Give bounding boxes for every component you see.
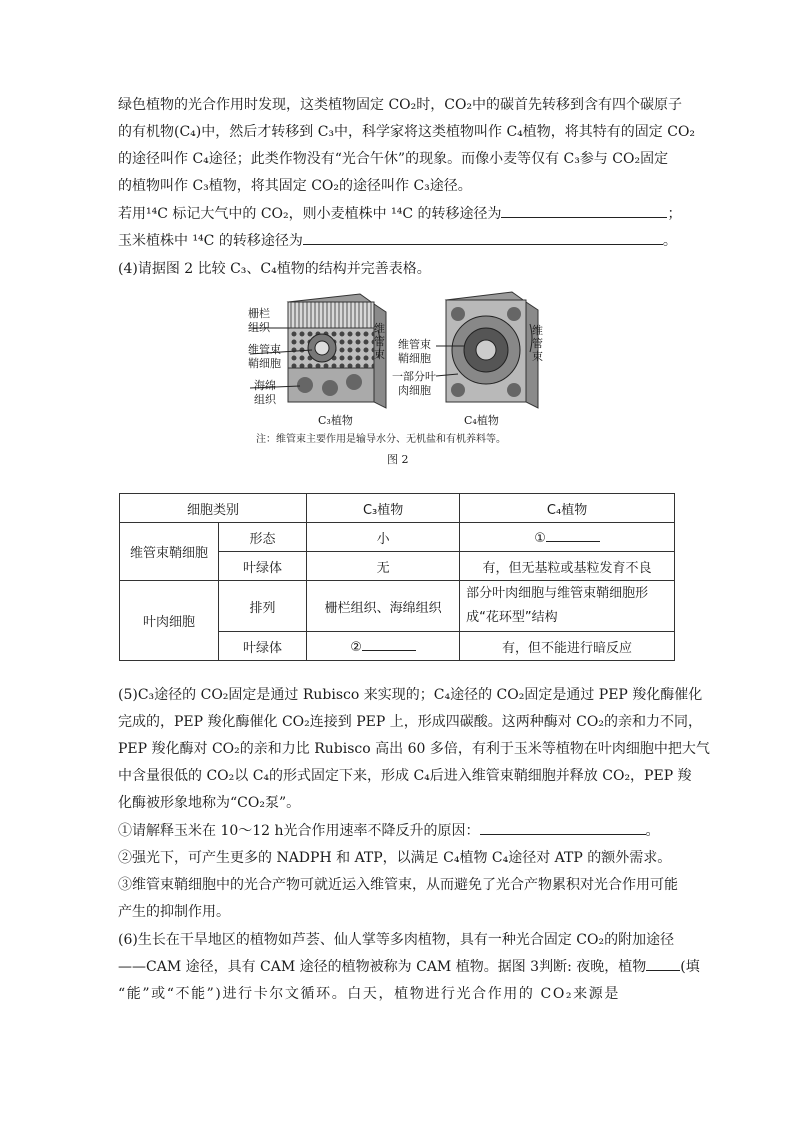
figure-note: 注：维管束主要作用是输导水分、无机盐和有机养料等。 <box>256 434 506 445</box>
label-c4-vb-3: 束 <box>532 350 543 363</box>
table-header-row <box>120 494 675 523</box>
table-cell: 有，但无基粒或基粒发育不良 <box>460 552 675 581</box>
header-cell: 细胞类别 <box>120 494 307 523</box>
label-c4-sheath: 维管束 <box>398 338 431 351</box>
punct: ； <box>667 206 682 222</box>
answer-blank-wheat[interactable] <box>501 203 667 218</box>
text-line: (5)C₃途径的 CO₂固定是通过 Rubisco 来实现的；C₄途径的 CO₂固定是通过 PEP 羧化酶催化 <box>118 687 703 703</box>
prompt: ①请解释玉米在 10～12 h光合作用速率不降反升的原因： <box>118 823 480 839</box>
cell-line: 成“花环型”结构 <box>466 610 558 625</box>
table-row <box>120 523 675 552</box>
table-cell: 栅栏组织、海绵组织 <box>307 581 460 632</box>
label-palisade-2: 组织 <box>248 321 270 334</box>
label-c3-vb-3: 束 <box>374 348 385 361</box>
label-c4-vb-2: 管 <box>532 337 543 350</box>
figure-title: 图 2 <box>387 453 409 466</box>
answer-blank-corn[interactable] <box>303 230 663 245</box>
text-line: ③维管束鞘细胞中的光合产物可就近运入维管束，从而避免了光合产物累积对光合作用可能 <box>118 877 678 893</box>
table-cell: 叶绿体 <box>219 632 307 661</box>
text-line: 的有机物(C₄)中，然后才转移到 C₃中，科学家将这类植物叫作 C₄植物，将其特有的固定 CO₂ <box>118 124 696 140</box>
table-cell: 小 <box>307 523 460 552</box>
text-line: (6)生长在干旱地区的植物如芦荟、仙人掌等多肉植物，具有一种光合固定 CO₂的附加途径 <box>118 932 675 948</box>
c4-plant-title: C₄植物 <box>464 414 499 427</box>
text-line: 产生的抑制作用。 <box>118 904 230 920</box>
answer-blank-1[interactable] <box>546 528 600 542</box>
text-line: ②强光下，可产生更多的 NADPH 和 ATP，以满足 C₄植物 C₄途径对 ATP 的额外需求。 <box>118 850 672 866</box>
table-row <box>120 581 675 632</box>
punct: 。 <box>662 233 677 249</box>
label-c3-sheath-2: 鞘细胞 <box>248 357 281 370</box>
sub-question-1 <box>118 820 660 842</box>
label-c4-vb-1: 维 <box>532 324 543 337</box>
label-palisade: 栅栏 <box>248 307 270 320</box>
text-line: 的途径叫作 C₄途径；此类作物没有“光合午休”的现象。而像小麦等仅有 C₃参与 CO₂固定 <box>118 151 669 167</box>
c3-plant-title: C₃植物 <box>318 414 353 427</box>
question-4: (4)请据图 2 比较 C₃、C₄植物的结构并完善表格。 <box>118 261 431 277</box>
punct: 。 <box>645 823 660 839</box>
text-line: 的植物叫作 C₃植物，将其固定 CO₂的途径叫作 C₃途径。 <box>118 178 472 194</box>
prompt: 若用¹⁴C 标记大气中的 CO₂，则小麦植株中 ¹⁴C 的转移途径为 <box>118 206 502 222</box>
text-line: 完成的，PEP 羧化酶催化 CO₂连接到 PEP 上，形成四碳酸。这两种酶对 CO₂的亲和力不同， <box>118 714 702 730</box>
prompt: 玉米植株中 ¹⁴C 的转移途径为 <box>118 233 303 249</box>
label-spongy: 海绵 <box>254 379 276 392</box>
text-line: 绿色植物的光合作用时发现，这类植物固定 CO₂时，CO₂中的碳首先转移到含有四个碳原子 <box>118 97 683 113</box>
comparison-table <box>119 493 675 661</box>
answer-blank-night[interactable] <box>646 956 680 971</box>
table-cell: 无 <box>307 552 460 581</box>
blank-marker: ② <box>350 640 362 655</box>
text-line: “能”或“不能”)进行卡尔文循环。白天，植物进行光合作用的 CO₂来源是 <box>118 986 620 1002</box>
prompt: (填 <box>680 959 700 975</box>
label-spongy-2: 组织 <box>254 393 276 406</box>
text-line: 化酶被形象地称为“CO₂泵”。 <box>118 795 301 811</box>
label-c3-sheath: 维管束 <box>248 343 281 356</box>
text-line: PEP 羧化酶对 CO₂的亲和力比 Rubisco 高出 60 多倍，有利于玉米等植物在叶肉细胞中把大气 <box>118 741 710 757</box>
header-cell: C₄植物 <box>460 494 675 523</box>
question-14c-wheat <box>118 203 681 225</box>
table-cell <box>307 632 460 661</box>
question-14c-corn <box>118 230 677 252</box>
table-cell: 排列 <box>219 581 307 632</box>
label-c4-mesophyll: 一部分叶 <box>392 370 436 383</box>
label-c4-sheath-2: 鞘细胞 <box>398 352 431 365</box>
answer-blank-2[interactable] <box>362 637 416 651</box>
c4-leaf-block <box>436 292 538 408</box>
cell-line: 部分叶肉细胞与维管束鞘细胞形 <box>466 586 649 601</box>
answer-blank-corn-rate[interactable] <box>480 820 646 835</box>
row-group-sheath: 维管束鞘细胞 <box>120 523 219 581</box>
row-group-mesophyll: 叶肉细胞 <box>120 581 219 661</box>
table-cell: 形态 <box>219 523 307 552</box>
table-cell <box>460 581 675 632</box>
header-cell: C₃植物 <box>307 494 460 523</box>
table-cell <box>460 523 675 552</box>
label-c4-mesophyll-2: 肉细胞 <box>398 384 431 397</box>
table-cell: 有，但不能进行暗反应 <box>460 632 675 661</box>
blank-marker: ① <box>534 531 546 546</box>
table-cell: 叶绿体 <box>219 552 307 581</box>
text-line <box>118 956 700 978</box>
label-c3-vb-2: 管 <box>374 335 385 348</box>
text-line: 中含量很低的 CO₂以 C₄的形式固定下来，形成 C₄后进入维管束鞘细胞并释放 CO₂，PEP 羧 <box>118 768 692 784</box>
label-c3-vb-1: 维 <box>374 322 385 335</box>
prompt: ——CAM 途径，具有 CAM 途径的植物被称为 CAM 植物。据图 3判断: 夜晚，植物 <box>118 959 647 975</box>
